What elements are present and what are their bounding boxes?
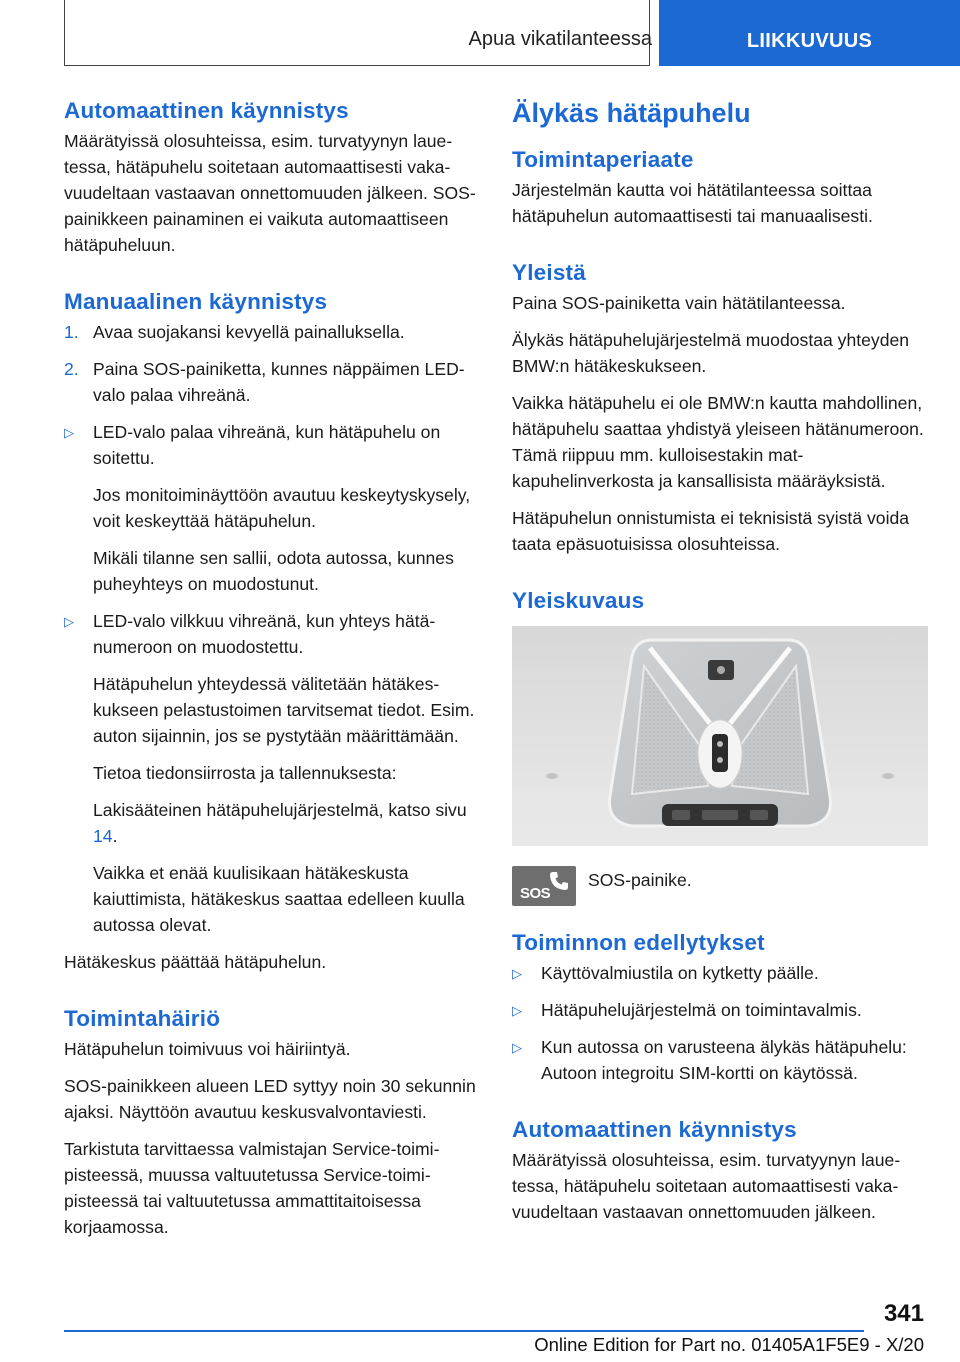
step-item [64,319,478,345]
left-column [64,98,478,1251]
step-text: Avaa suojakansi kevyellä painalluksella. [93,322,405,342]
triangle-bullet-icon: ▷ [64,425,74,440]
malfunction-text: SOS-painikkeen alueen LED syttyy noin 30 sekunnin ajaksi. Näyttöön avautuu keskusvalvontaviesti. [64,1076,476,1122]
malfunction-text: Hätäpuhelun toimivuus voi häiriintyä. [64,1039,351,1059]
heading-general: Yleistä [512,260,586,285]
page-number: 341 [883,1300,924,1327]
end-call-text: Hätäkeskus päättää hätäpuhelun. [64,952,327,972]
bullet-item [512,960,928,986]
bullet-subtext: Tietoa tiedonsiirrosta ja tallennuksesta: [93,763,397,783]
step-text: Paina SOS-painiketta, kunnes näppäimen LED-valo palaa vihreänä. [93,359,465,405]
chapter-tab[interactable]: LIIKKUVUUS [659,0,960,66]
bullet-subtext: Hätäpuhelun yhteydessä välitetään hätäkeskukseen pelastustoimen tarvitsemat tiedot. Esim. auton sijainnin, jos se pystytään määrittämään. [93,674,475,746]
main-title: Älykäs hätäpuhelu [512,98,751,128]
bullet-text: Hätäpuhelujärjestelmä on toimintavalmis. [541,1000,862,1020]
step-number: 2. [64,359,79,379]
malfunction-text: Tarkistuta tarvittaessa valmistajan Service-toimipisteessä, muussa valtuutetussa Service-toimipisteessä tai valtuutetussa ammattitaitoisessa korjaamossa. [64,1139,440,1237]
bullet-text: Käyttövalmiustila on kytketty päälle. [541,963,819,983]
auto-start-text: Määrätyissä olosuhteissa, esim. turvatyynyn lauetessa, hätäpuhelu soitetaan automaattisesti vakavuudeltaan vastaavan onnettomuuden jälkeen. [512,1150,901,1222]
triangle-bullet-icon: ▷ [512,966,522,981]
general-text: Paina SOS-painiketta vain hätätilanteessa. [512,293,846,313]
general-text: Älykäs hätäpuhelujärjestelmä muodostaa yhteyden BMW:n hätäkeskukseen. [512,330,910,376]
triangle-bullet-icon: ▷ [512,1003,522,1018]
step-item [64,356,478,408]
step-number: 1. [64,322,79,342]
footer-divider [64,1330,864,1332]
principle-text: Järjestelmän kautta voi hätätilanteessa soittaa hätäpuhelun automaattisesti tai manuaalisesti. [512,180,873,226]
general-text: Vaikka hätäpuhelu ei ole BMW:n kautta mahdollinen, hätäpuhelu saattaa yhdistyä yleiseen hätänumeroon. Tämä riippuu mm. kulloisestakin matkapuhelinverkosta ja kansallisista määräyksistä. [512,393,924,491]
triangle-bullet-icon: ▷ [512,1040,522,1055]
page-header [64,0,960,66]
phone-icon [548,870,570,892]
page-reference-link[interactable]: 14 [93,826,113,846]
heading-overview: Yleiskuvaus [512,588,645,613]
heading-principle: Toimintaperiaate [512,147,694,172]
overhead-console-illustration [512,626,928,846]
general-text: Hätäpuhelun onnistumista ei teknisistä syistä voida taata epäsuotuisissa olosuhteissa. [512,508,910,554]
heading-auto-start: Automaattinen käynnistys [64,98,349,123]
heading-auto-start-right: Automaattinen käynnistys [512,1117,797,1142]
sos-label: SOS [520,885,551,902]
caption-text: SOS-painike. [588,870,692,890]
bullet-item [64,608,478,660]
bullet-item [64,419,478,471]
bullet-text: LED-valo vilkkuu vihreänä, kun yhteys hätänumeroon on muodostettu. [93,611,436,657]
bullet-item [512,997,928,1023]
bullet-subtext: Lakisääteinen hätäpuhelujärjestelmä, katso sivu 14. [93,800,467,846]
footer-edition: Online Edition for Part no. 01405A1F5E9 - X/20 [534,1334,924,1355]
bullet-subtext: Jos monitoiminäyttöön avautuu keskeytyskysely, voit keskeyttää hätäpuhelun. [93,485,471,531]
heading-requirements: Toiminnon edellytykset [512,930,765,955]
triangle-bullet-icon: ▷ [64,614,74,629]
right-column [512,98,928,1236]
auto-start-text: Määrätyissä olosuhteissa, esim. turvatyynyn lauetessa, hätäpuhelu soitetaan automaattisesti vakavuudeltaan vastaavan onnettomuuden jälkeen. SOS-painikkeen painaminen ei vaikuta automaattiseen hätäpuheluun. [64,131,476,255]
bullet-text: Kun autossa on varusteena älykäs hätäpuhelu: Autoon integroitu SIM-kortti on käytössä. [541,1037,907,1083]
heading-malfunction: Toimintahäiriö [64,1006,221,1031]
section-title: Apua vikatilanteessa [468,28,652,50]
heading-manual-start: Manuaalinen käynnistys [64,289,328,314]
overhead-console-image [512,626,928,846]
figure-caption [512,866,928,906]
bullet-subtext: Vaikka et enää kuulisikaan hätäkeskusta kaiuttimista, hätäkeskus saattaa edelleen kuulla autossa olevat. [93,863,465,935]
bullet-text: LED-valo palaa vihreänä, kun hätäpuhelu on soitettu. [93,422,441,468]
bullet-item [512,1034,928,1086]
sos-button-icon [512,866,576,906]
bullet-subtext: Mikäli tilanne sen sallii, odota autossa, kunnes puheyhteys on muodostunut. [93,548,454,594]
